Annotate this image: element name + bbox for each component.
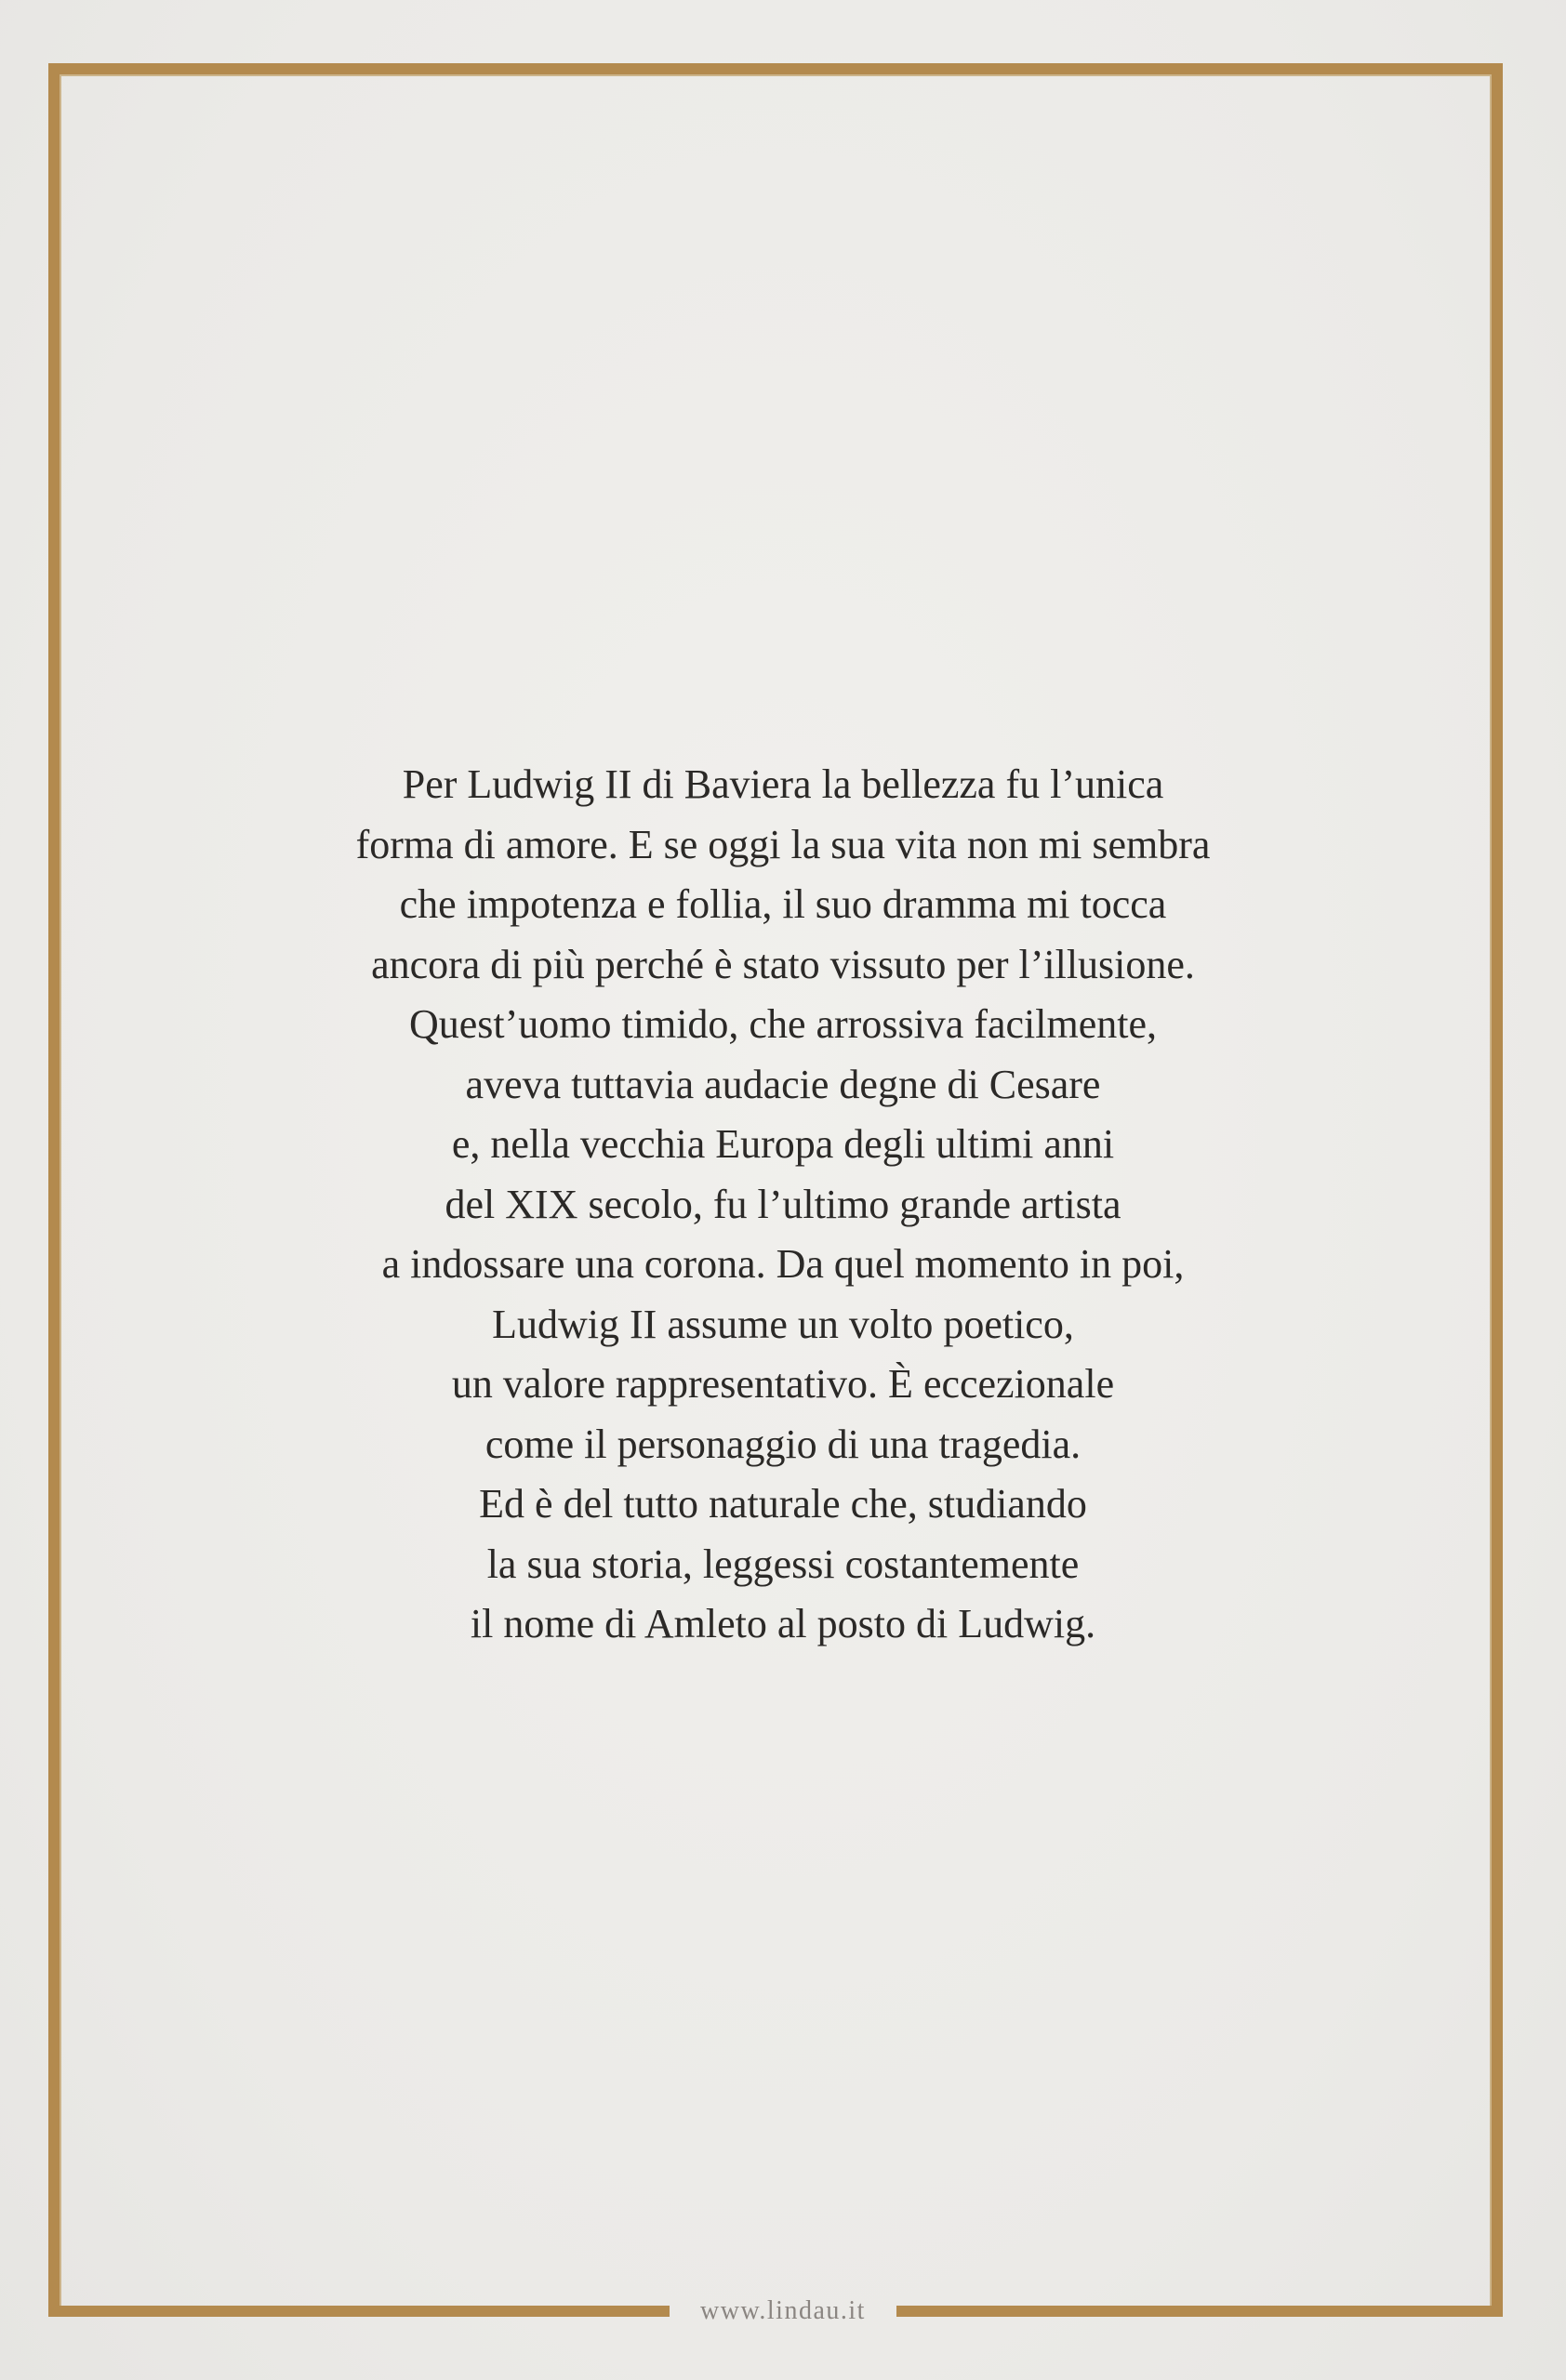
frame-border-left	[48, 63, 60, 2317]
quote-line: Ed è del tutto naturale che, studiando	[479, 1481, 1087, 1527]
quote-line: un valore rappresentativo. È eccezionale	[451, 1361, 1115, 1407]
blurb-quote	[186, 755, 1380, 1655]
frame-border-right	[1492, 63, 1503, 2317]
quote-line: aveva tuttavia audacie degne di Cesare	[465, 1061, 1101, 1107]
frame-inner-line-left	[60, 74, 61, 2306]
quote-line: Ludwig II assume un volto poetico,	[492, 1301, 1074, 1347]
frame-border-top	[48, 63, 1503, 74]
quote-line: che impotenza e follia, il suo dramma mi tocca	[399, 881, 1167, 927]
frame-border-bottom-right	[896, 2306, 1503, 2317]
quote-line: a indossare una corona. Da quel momento in poi,	[381, 1241, 1185, 1287]
quote-line: ancora di più perché è stato vissuto per l’illusione.	[371, 941, 1195, 987]
frame-inner-line-top	[60, 74, 1492, 76]
quote-line: del XIX secolo, fu l’ultimo grande artista	[445, 1181, 1121, 1227]
quote-line: e, nella vecchia Europa degli ultimi anni	[451, 1121, 1115, 1167]
quote-line: il nome di Amleto al posto di Ludwig.	[470, 1601, 1096, 1646]
frame-inner-line-right	[1490, 74, 1492, 2306]
frame-border-bottom-left	[60, 2306, 670, 2317]
quote-line: forma di amore. E se oggi la sua vita non mi sembra	[355, 821, 1211, 867]
quote-line: Quest’uomo timido, che arrossiva facilmente,	[409, 1001, 1157, 1047]
quote-line: la sua storia, leggessi costantemente	[486, 1540, 1080, 1587]
quote-line: Per Ludwig II di Baviera la bellezza fu l’unica	[402, 761, 1164, 807]
quote-line: come il personaggio di una tragedia.	[484, 1421, 1082, 1467]
publisher-website-link[interactable]: www.lindau.it	[700, 2296, 866, 2325]
